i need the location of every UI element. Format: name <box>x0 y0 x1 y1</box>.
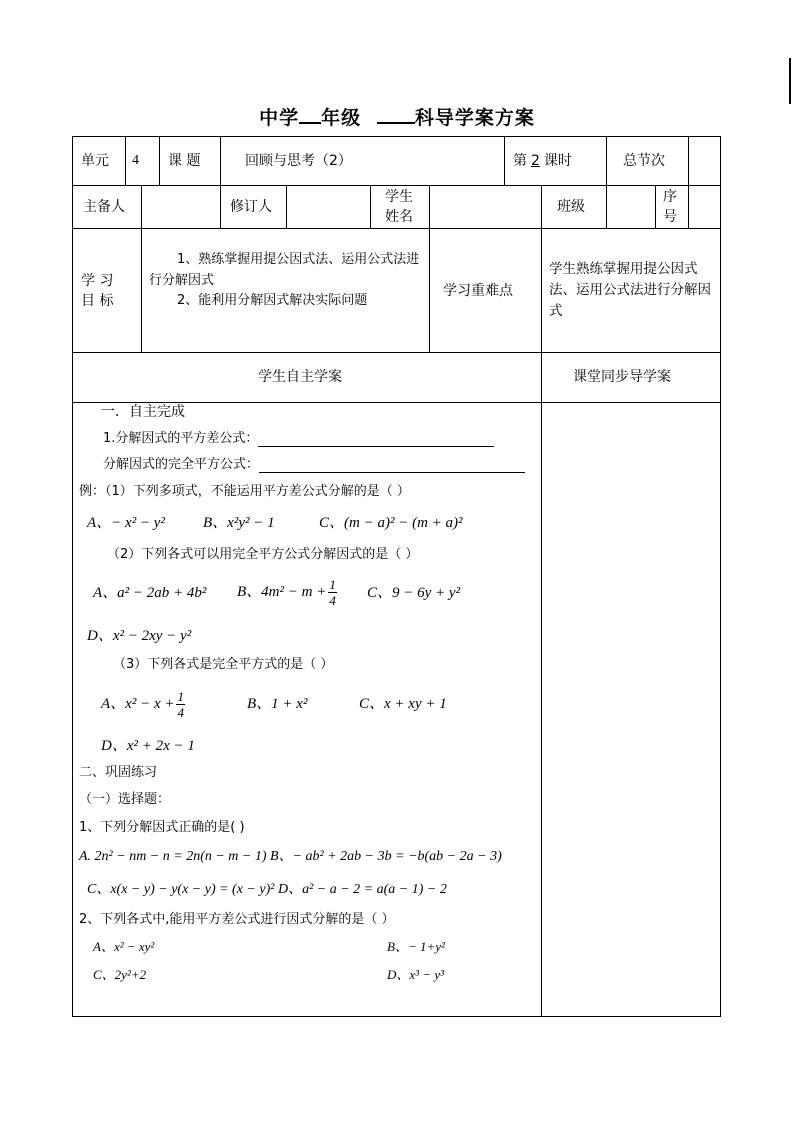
page-title: 中学 年级 科导学案方案 <box>259 107 535 129</box>
section-2-subtitle: （一）选择题： <box>79 792 171 807</box>
example-1-option-c[interactable]: C、(m − a)² − (m + a)² <box>319 515 463 531</box>
grade-blank[interactable] <box>299 122 321 124</box>
practice-1-question: 1、下列分解因式正确的是( ) <box>79 820 245 835</box>
perfect-square-blank[interactable] <box>259 458 525 473</box>
practice-2-option-c[interactable]: C、2y²+2 <box>93 967 147 982</box>
student-name-label-2: 姓名 <box>385 209 413 225</box>
goal-label-2: 目 标 <box>81 293 114 309</box>
example-2-option-b[interactable]: B、4m² − m + $\frac{1}{4}$ <box>237 577 336 609</box>
reviser-label: 修订人 <box>230 199 272 215</box>
difference-of-squares-blank[interactable] <box>258 432 494 447</box>
practice-2-option-b[interactable]: B、− 1+y² <box>387 939 445 954</box>
unit-value[interactable]: 4 <box>132 153 139 168</box>
example-3-option-d[interactable]: D、x² + 2x − 1 <box>101 738 195 754</box>
goal-item-2: 2、能利用分解因式解决实际问题 <box>177 293 368 308</box>
fraction-numerator: 1 <box>329 577 336 593</box>
topic-value[interactable]: 回顾与思考（2） <box>245 153 352 169</box>
class-label: 班级 <box>557 199 585 215</box>
practice-2-question: 2、下列各式中,能用平方差公式进行因式分解的是（ ） <box>79 912 395 927</box>
section-2-title: 二、巩固练习 <box>79 765 158 780</box>
classroom-guide-header: 课堂同步导学案 <box>573 369 671 385</box>
practice-2-option-a[interactable]: A、x² − xy² <box>93 939 155 954</box>
topic-label: 课 题 <box>168 153 201 169</box>
seq-label-2: 号 <box>663 209 677 225</box>
example-1-option-a[interactable]: A、− x² − y² <box>87 515 165 531</box>
fraction-numerator: 1 <box>177 689 184 705</box>
student-self-study-header: 学生自主学案 <box>258 369 342 385</box>
page-edge-mark <box>789 58 791 104</box>
example-3-option-b[interactable]: B、1 + x² <box>247 696 308 712</box>
fraction-denominator: 4 <box>329 593 336 609</box>
lesson-count: 第 2 课时 <box>513 153 572 169</box>
fraction-denominator: 4 <box>177 705 184 721</box>
example-2-option-d[interactable]: D、x² − 2xy − y² <box>87 628 192 644</box>
goal-label-1: 学 习 <box>81 273 114 289</box>
lesson-number[interactable]: 2 <box>531 153 540 169</box>
difficulty-label: 学习重难点 <box>443 283 513 299</box>
example-2-option-a[interactable]: A、a² − 2ab + 4b² <box>93 585 207 601</box>
subject-blank[interactable] <box>377 122 415 124</box>
preparer-label: 主备人 <box>83 199 125 215</box>
example-3-option-a[interactable]: A、x² − x + $\frac{1}{4}$ <box>101 689 184 721</box>
section-1-title: 一．自主完成 <box>101 404 185 420</box>
example-1-option-b[interactable]: B、x²y² − 1 <box>203 515 275 531</box>
practice-1-options-ab[interactable]: A. 2n² − nm − n = 2n(n − m − 1) B、− ab² + 2ab − 3b = −b(ab − 2a − 3) <box>79 849 502 864</box>
total-sessions-label: 总节次 <box>623 153 665 169</box>
goal-item-1: 1、熟练掌握用提公因式法、运用公式法进行分解因式 <box>149 252 420 288</box>
unit-label: 单元 <box>81 153 109 169</box>
lesson-plan-table <box>72 136 721 1017</box>
example-1-question: 例：（1）下列多项式，不能运用平方差公式分解的是（ ） <box>79 484 410 499</box>
student-name-label-1: 学生 <box>385 189 413 205</box>
practice-1-options-cd[interactable]: C、x(x − y) − y(x − y) = (x − y)² D、a² − a − 2 = a(a − 1) − 2 <box>87 882 447 897</box>
practice-2-option-d[interactable]: D、x³ − y³ <box>387 967 444 982</box>
example-3-option-c[interactable]: C、x + xy + 1 <box>359 696 447 712</box>
example-2-option-c[interactable]: C、9 − 6y + y² <box>367 585 461 601</box>
q1b-line: 分解因式的完全平方公式： <box>103 457 525 473</box>
seq-label-1: 序 <box>663 189 677 205</box>
example-3-question: （3）下列各式是完全平方式的是（ ） <box>113 657 334 672</box>
example-2-question: （2）下列各式可以用完全平方公式分解因式的是（ ） <box>107 547 419 562</box>
difficulty-text: 学生熟练掌握用提公因式法、运用公式法进行分解因式 <box>549 261 711 319</box>
q1-line: 1.分解因式的平方差公式： <box>103 431 494 447</box>
